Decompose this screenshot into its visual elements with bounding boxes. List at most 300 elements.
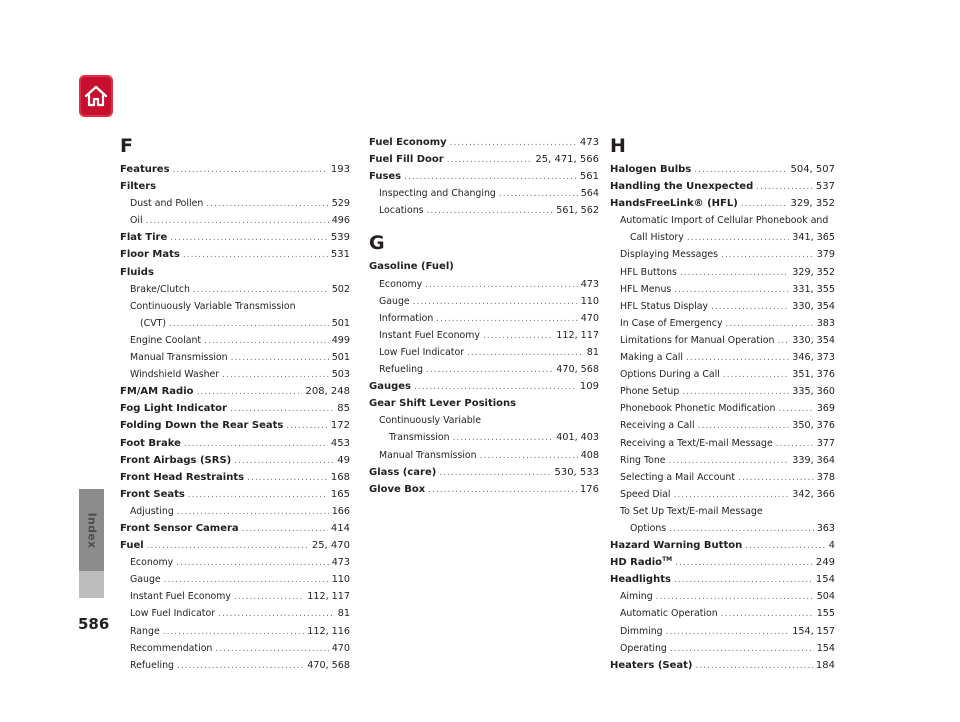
index-subentry[interactable] [610,281,835,298]
index-entry[interactable] [369,151,599,168]
dot-leader [711,299,789,316]
page-reference[interactable]: 329, 352 [792,266,835,278]
dot-leader [726,316,814,333]
index-subentry[interactable] [369,310,599,327]
entry-label: Low Fuel Indicator [130,608,216,620]
entry-label: Front Seats [120,488,185,500]
index-subentry[interactable] [610,486,835,503]
entry-text [130,195,203,212]
entry-text [379,327,480,344]
dot-leader [777,333,789,350]
dot-leader [215,641,328,658]
entry-text [379,293,410,310]
index-entry[interactable] [369,464,599,481]
index-entry[interactable] [120,383,350,400]
entry-text [120,400,227,417]
entry-text [130,554,173,571]
tab-strip [79,571,104,598]
index-subentry[interactable] [610,315,835,332]
index-entry[interactable] [369,134,599,151]
index-subentry[interactable] [610,623,835,640]
page-reference[interactable]: 530, 533 [554,466,599,478]
dot-leader [439,465,551,482]
index-entry[interactable] [369,378,599,395]
index-subentry[interactable] [610,452,835,469]
dot-leader [778,401,813,418]
entry-label: Oil [130,215,143,227]
index-subentry[interactable] [369,447,599,464]
entry-text [120,383,194,400]
page-reference[interactable]: 529 [331,198,350,210]
dot-leader [164,572,329,589]
entry-text [120,435,181,452]
page-reference[interactable]: 81 [586,346,599,358]
entry-text [620,246,718,263]
entry-label: Range [130,625,160,637]
index-tab-text: Index [85,512,99,548]
page-reference[interactable]: 25, 471, 566 [535,154,599,166]
entry-label: Front Head Restraints [120,471,245,483]
index-entry[interactable] [369,168,599,185]
page-reference[interactable]: 383 [816,317,835,329]
entry-label: Ring Tone [620,454,666,466]
page-reference[interactable]: 339, 364 [792,454,835,466]
page-reference[interactable]: 172 [330,420,350,432]
index-subentry[interactable] [369,293,599,310]
page-reference[interactable]: 112, 117 [556,329,599,341]
index-subentry[interactable] [610,400,835,417]
index-subentry[interactable] [120,605,350,622]
entry-label: Gasoline (Fuel) [369,261,454,273]
index-entry[interactable] [610,178,835,195]
entry-text [620,588,653,605]
dot-leader [669,521,814,538]
index-subentry[interactable] [120,195,350,212]
dot-leader [184,436,328,453]
entry-text [620,503,763,520]
dot-leader [222,367,329,384]
index-subentry[interactable] [120,332,350,349]
entry-label: Automatic Operation [620,608,718,620]
page-reference[interactable]: 25, 470 [311,540,350,552]
dot-leader [682,384,789,401]
page-reference[interactable]: 330, 354 [792,334,835,346]
entry-text [130,503,174,520]
entry-text [130,623,160,640]
entry-text [120,469,244,486]
dot-leader [197,384,303,401]
index-subentry[interactable] [120,281,350,298]
index-subentry[interactable] [610,417,835,434]
dot-leader [188,487,328,504]
index-subentry[interactable] [120,623,350,640]
page-reference[interactable]: 561, 562 [556,205,599,217]
page-reference[interactable]: 379 [816,249,835,261]
index-subentry[interactable] [610,605,835,622]
entry-label: Instant Fuel Economy [379,329,480,341]
entry-label: Brake/Clutch [130,283,190,295]
page-reference[interactable]: 502 [331,283,350,295]
entry-text [120,537,144,554]
entry-text [130,640,212,657]
entry-label: Folding Down the Rear Seats [120,420,284,432]
index-subentry[interactable] [120,554,350,571]
dot-leader [247,470,328,487]
index-subentry [610,212,835,229]
entry-text [620,640,667,657]
dot-leader [483,328,553,345]
index-entry[interactable] [610,554,835,571]
page-reference[interactable]: 531 [330,249,350,261]
index-entry[interactable] [120,161,350,178]
page-reference[interactable]: 351, 376 [792,369,835,381]
entry-label: Handling the Unexpected [610,181,754,193]
dot-leader [169,316,329,333]
entry-text [379,310,433,327]
page-reference[interactable]: 414 [330,522,350,534]
entry-label: Halogen Bulbs [610,164,692,175]
entry-text [610,571,671,588]
dot-leader [428,482,577,499]
entry-label: FM/AM Radio [120,386,194,398]
index-subentry[interactable] [369,344,599,361]
dot-leader [674,282,789,299]
page-reference[interactable]: 504, 507 [790,164,835,175]
entry-label: Gauge [130,574,161,586]
entry-text [620,383,679,400]
entry-label: Manual Transmission [379,449,477,461]
page-reference[interactable]: 154, 157 [792,625,835,637]
page-reference[interactable]: 342, 366 [792,488,835,500]
index-entry[interactable] [610,657,835,674]
entry-label: Continuously Variable Transmission [130,300,296,312]
section-gap [369,219,599,231]
index-entry[interactable] [120,246,350,263]
index-entry[interactable] [120,417,350,434]
entry-label: Filters [120,181,157,193]
dot-leader [694,162,787,179]
entry-text [130,349,228,366]
entry-text [130,605,215,622]
entry-text [610,195,738,212]
section-letter: G [369,232,385,255]
page-reference[interactable]: 329, 352 [790,198,835,210]
entry-label: Dimming [620,625,663,637]
entry-text [369,134,447,151]
page-reference[interactable]: 378 [816,471,835,483]
index-subentry[interactable] [610,366,835,383]
trademark-mark: TM [662,556,673,564]
entry-label: Flat Tire [120,232,168,244]
index-subentry[interactable] [120,212,350,229]
dot-leader [231,350,329,367]
index-entry[interactable] [120,537,350,554]
entry-label: Windshield Washer [130,369,220,381]
index-entry[interactable] [610,195,835,212]
index-subentry[interactable] [120,588,350,605]
index-subentry[interactable] [610,264,835,281]
index-entry[interactable] [610,161,835,178]
index-subentry[interactable] [610,383,835,400]
dot-leader [666,624,790,641]
page-reference[interactable]: 81 [337,608,350,620]
index-subentry[interactable] [610,246,835,263]
index-subentry[interactable] [120,571,350,588]
dot-leader [242,521,328,538]
page-reference[interactable]: 166 [331,505,350,517]
index-entry[interactable] [120,400,350,417]
index-entry[interactable] [120,452,350,469]
entry-text [620,605,718,622]
index-subentry[interactable] [120,640,350,657]
dot-leader [286,418,328,435]
dot-leader [193,282,329,299]
entry-label: HandsFreeLink® (HFL) [610,198,738,210]
entry-label: Fuses [369,171,402,183]
entry-text [130,298,296,315]
entry-text [130,212,143,229]
dot-leader [176,555,329,572]
entry-label: Hazard Warning Button [610,540,743,552]
entry-text [120,452,231,469]
dot-leader [723,367,789,384]
index-entry[interactable] [610,537,835,554]
page-reference[interactable]: 504 [816,591,835,603]
entry-text [620,366,720,383]
home-button[interactable] [79,75,113,117]
index-entry[interactable] [120,520,350,537]
entry-label: Speed Dial [620,488,671,500]
page-reference[interactable]: 501 [331,317,350,329]
page-reference[interactable]: 154 [816,642,835,654]
index-subentry[interactable] [369,361,599,378]
page-reference[interactable]: 473 [331,557,350,569]
page-reference[interactable]: 4 [828,540,835,552]
entry-text [120,229,167,246]
index-entry[interactable] [120,229,350,246]
entry-text [610,178,753,195]
dot-leader [414,379,577,396]
index-subentry[interactable] [120,503,350,520]
index-subentry[interactable] [610,520,835,537]
entry-label: Heaters (Seat) [610,659,693,671]
entry-label: In Case of Emergency [620,317,723,329]
page-reference[interactable]: 176 [579,483,599,495]
entry-text [620,417,695,434]
entry-text [620,400,775,417]
dot-leader [447,152,533,169]
entry-text [620,349,683,366]
dot-leader [234,589,304,606]
index-subentry[interactable] [369,429,599,446]
index-subentry[interactable] [120,657,350,674]
page-reference[interactable]: 168 [330,471,350,483]
entry-label: Operating [620,642,667,654]
entry-label: Dust and Pollen [130,198,204,210]
page-reference[interactable]: 331, 355 [792,283,835,295]
index-subentry[interactable] [120,366,350,383]
entry-label: Receiving a Call [620,420,695,432]
entry-label: Inspecting and Changing [379,188,496,200]
index-subentry[interactable] [610,588,835,605]
page-reference[interactable]: 335, 360 [792,386,835,398]
entry-label: Recommendation [130,642,213,654]
entry-label: Floor Mats [120,249,180,261]
dot-leader [499,186,578,203]
page-reference[interactable]: 377 [816,437,835,449]
page-reference[interactable]: 501 [331,352,350,364]
index-entry[interactable] [120,486,350,503]
page-reference[interactable]: 473 [579,137,599,148]
index-column-3 [610,134,835,674]
dot-leader [177,658,304,675]
entry-label: Gauge [379,295,410,307]
index-subentry[interactable] [120,349,350,366]
page-reference[interactable]: 109 [579,381,599,393]
page-reference[interactable]: 85 [337,403,350,415]
entry-label: HD Radio [610,557,663,569]
page-reference[interactable]: 155 [816,608,835,620]
entry-text [630,520,666,537]
entry-label: Making a Call [620,352,683,364]
page-reference[interactable]: 110 [580,295,599,307]
page-reference[interactable]: 503 [331,369,350,381]
page-reference[interactable]: 154 [815,574,835,586]
page-reference[interactable]: 561 [579,171,599,183]
dot-leader [163,624,305,641]
dot-leader [669,453,790,470]
index-subentry[interactable] [610,332,835,349]
dot-leader [234,453,334,470]
dot-leader [177,504,329,521]
page-reference[interactable]: 184 [815,659,835,671]
entry-label: Features [120,164,170,175]
entry-label: Receiving a Text/E-mail Message [620,437,773,449]
entry-text [369,395,516,412]
entry-label: Fuel Fill Door [369,154,444,166]
entry-text [120,178,156,195]
entry-text [120,486,185,503]
page-reference[interactable]: 470 [331,642,350,654]
page-reference[interactable]: 112, 117 [307,591,350,603]
entry-label: Call History [630,232,684,244]
index-column-1 [120,134,350,674]
dot-leader [741,196,788,213]
dot-leader [776,436,814,453]
page-reference[interactable]: 369 [816,403,835,415]
index-entry[interactable] [369,481,599,498]
index-subentry[interactable] [610,469,835,486]
page-reference[interactable]: 350, 376 [792,420,835,432]
entry-text [610,537,742,554]
page-reference[interactable]: 208, 248 [305,386,350,398]
page-reference[interactable]: 112, 116 [307,625,350,637]
entry-label: Selecting a Mail Account [620,471,735,483]
entry-text [130,657,174,674]
entry-text [130,588,231,605]
dot-leader [680,265,789,282]
page-reference[interactable]: 453 [330,437,350,449]
index-subentry[interactable] [610,435,835,452]
index-subentry[interactable] [610,640,835,657]
page-reference[interactable]: 496 [331,215,350,227]
index-entry[interactable] [610,571,835,588]
entry-text [379,276,422,293]
index-entry[interactable] [120,469,350,486]
index-subentry[interactable] [369,185,599,202]
page-reference[interactable]: 408 [580,449,599,461]
entry-text [379,412,481,429]
page-reference[interactable]: 165 [330,488,350,500]
page-reference[interactable]: 470 [580,312,599,324]
dot-leader [695,658,812,675]
page-reference[interactable]: 363 [816,522,835,534]
index-subentry[interactable] [610,229,835,246]
dot-leader [183,247,328,264]
entry-label: Engine Coolant [130,334,202,346]
page-reference[interactable]: 249 [815,557,835,569]
page-reference[interactable]: 473 [580,278,599,290]
entry-text [120,520,239,537]
dot-leader [675,555,813,572]
entry-label: Options [630,522,667,534]
page-reference[interactable]: 110 [331,574,350,586]
entry-label: Foot Brake [120,437,181,449]
page-reference[interactable]: 539 [330,232,350,244]
dot-leader [218,606,335,623]
page-reference[interactable]: 49 [337,454,350,466]
dot-leader [230,401,334,418]
page-reference[interactable]: 341, 365 [792,232,835,244]
dot-leader [674,572,813,589]
page-reference[interactable]: 401, 403 [556,432,599,444]
index-subentry[interactable] [369,276,599,293]
page-reference[interactable]: 470, 568 [307,659,350,671]
entry-text [369,378,411,395]
index-entry[interactable] [120,435,350,452]
index-subentry[interactable] [369,327,599,344]
entry-text [120,417,283,434]
page-reference[interactable]: 499 [331,334,350,346]
entry-label: Glass (care) [369,466,437,478]
entry-label: Glove Box [369,483,426,495]
entry-label: Front Sensor Camera [120,522,239,534]
entry-text [620,298,708,315]
index-subentry[interactable] [610,298,835,315]
page-reference[interactable]: 537 [815,181,835,193]
entry-text [379,185,496,202]
page-reference[interactable]: 470, 568 [556,364,599,376]
entry-text [120,161,170,178]
dot-leader [721,606,814,623]
page-reference[interactable]: 330, 354 [792,300,835,312]
home-icon [83,83,109,109]
index-subentry[interactable] [369,202,599,219]
entry-label: Transmission [389,432,450,444]
index-subentry[interactable] [610,349,835,366]
entry-text [369,151,444,168]
index-subentry[interactable] [120,315,350,332]
entry-text [620,623,663,640]
page-reference[interactable]: 346, 373 [792,352,835,364]
entry-label: Instant Fuel Economy [130,591,231,603]
section-letter: F [120,135,133,157]
dot-leader [146,213,329,230]
index-subentry [369,412,599,429]
page-reference[interactable]: 193 [330,164,350,175]
entry-label: Headlights [610,574,671,586]
page-reference[interactable]: 564 [580,188,599,200]
